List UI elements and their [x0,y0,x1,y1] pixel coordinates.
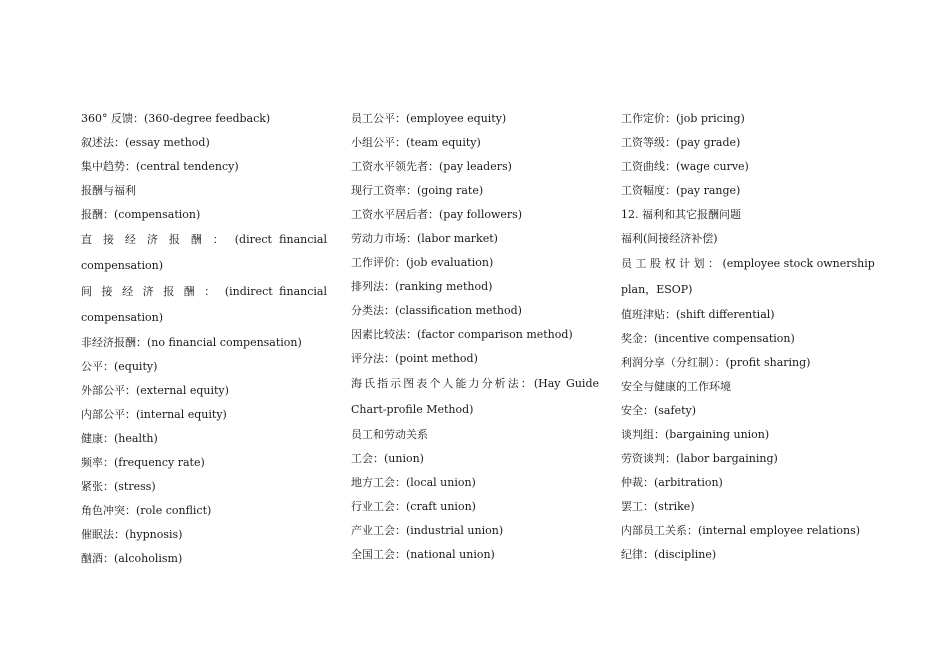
glossary-entry: 频率：(frequency rate) [81,456,205,469]
glossary-entry: 健康：(health) [81,432,158,445]
glossary-entry: 罢工：(strike) [621,500,695,513]
glossary-entry: 仲裁：(arbitration) [621,476,723,489]
glossary-entry: 劳动力市场：(labor market) [351,232,498,245]
glossary-entry: 行业工会：(craft union) [351,500,476,513]
glossary-entry: 员 工 股 权 计 划 ： (employee stock ownership [621,257,875,270]
glossary-entry: 员工公平：(employee equity) [351,112,507,125]
glossary-entry-continuation: compensation) [81,259,163,272]
glossary-entry: 工资水平领先者：(pay leaders) [351,160,512,173]
glossary-entry: 因素比较法：(factor comparison method) [351,328,573,341]
glossary-entry: 工作评价：(job evaluation) [351,256,494,269]
glossary-entry: 海氏指示图表个人能力分析法：(Hay Guide [351,377,599,390]
glossary-entry: 紧张：(stress) [81,480,156,493]
glossary-entry: 外部公平：(external equity) [81,384,229,397]
glossary-entry: 现行工资率：(going rate) [351,184,484,197]
glossary-entry: 福利(间接经济补偿) [621,232,718,245]
glossary-entry: 分类法：(classification method) [351,304,522,317]
glossary-entry: 安全：(safety) [621,404,697,417]
glossary-entry: 值班津贴：(shift differential) [621,308,775,321]
glossary-entry-continuation: compensation) [81,311,163,324]
glossary-entry: 酗酒：(alcoholism) [81,552,183,565]
glossary-entry: 工资等级：(pay grade) [621,136,741,149]
glossary-entry: 工资水平居后者：(pay followers) [351,208,523,221]
glossary-entry: 全国工会：(national union) [351,548,495,561]
glossary-entry: 角色冲突：(role conflict) [81,504,212,517]
glossary-entry: 公平：(equity) [81,360,158,373]
glossary-entry: 叙述法：(essay method) [81,136,210,149]
glossary-entry: 工资曲线：(wage curve) [621,160,749,173]
glossary-entry: 报酬：(compensation) [81,208,201,221]
glossary-entry: 间 接 经 济 报 酬 ： (indirect financial [81,285,327,298]
glossary-entry: 谈判组：(bargaining union) [621,428,770,441]
glossary-entry: 集中趋势：(central tendency) [81,160,239,173]
glossary-entry: 工作定价：(job pricing) [621,112,745,125]
glossary-entry: 报酬与福利 [81,184,136,197]
glossary-entry: 直 接 经 济 报 酬 ： (direct financial [81,233,327,246]
glossary-entry: 纪律：(discipline) [621,548,717,561]
glossary-entry: 内部公平：(internal equity) [81,408,227,421]
glossary-column-3 [621,107,875,567]
glossary-column-1 [81,107,327,571]
glossary-entry: 12. 福利和其它报酬问题 [621,208,741,221]
glossary-entry-continuation: plan，ESOP) [621,283,693,296]
glossary-entry: 非经济报酬：(no financial compensation) [81,336,302,349]
glossary-entry: 地方工会：(local union) [351,476,476,489]
glossary-column-2 [351,107,599,567]
glossary-entry: 员工和劳动关系 [351,428,428,441]
glossary-entry: 360° 反馈：(360-degree feedback) [81,112,271,125]
glossary-entry: 劳资谈判：(labor bargaining) [621,452,778,465]
glossary-entry: 排列法：(ranking method) [351,280,493,293]
glossary-entry: 产业工会：(industrial union) [351,524,504,537]
glossary-entry: 催眠法：(hypnosis) [81,528,183,541]
glossary-entry: 奖金：(incentive compensation) [621,332,795,345]
glossary-entry: 内部员工关系：(internal employee relations) [621,524,861,537]
glossary-entry-continuation: Chart-profile Method) [351,403,474,416]
glossary-entry: 小组公平：(team equity) [351,136,481,149]
glossary-entry: 安全与健康的工作环境 [621,380,731,393]
glossary-entry: 工会：(union) [351,452,424,465]
glossary-entry: 评分法：(point method) [351,352,478,365]
glossary-entry: 利润分享（分红制）：(profit sharing) [621,356,811,369]
glossary-entry: 工资幅度：(pay range) [621,184,741,197]
